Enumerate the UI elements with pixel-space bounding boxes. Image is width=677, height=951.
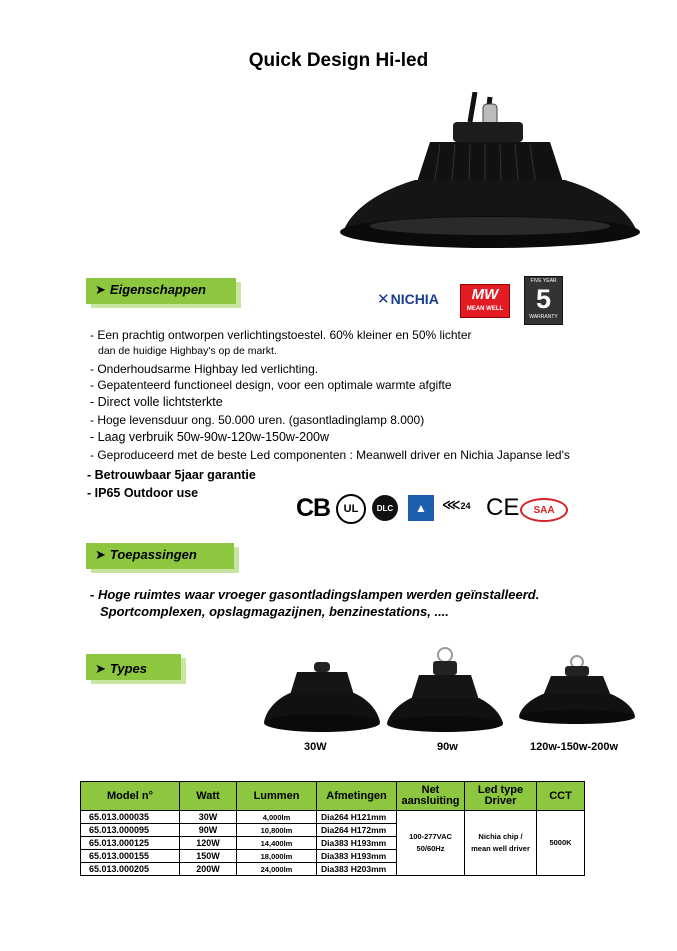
lamp-30w-image xyxy=(262,660,382,735)
table-header-row xyxy=(81,782,585,811)
driver-line: Nichia chip / xyxy=(478,832,523,841)
section-toepassingen-label: Toepassingen xyxy=(109,547,197,562)
ul-logo: UL xyxy=(336,494,366,524)
page-title: Quick Design Hi-led xyxy=(248,50,429,71)
saa-logo: SAA xyxy=(520,498,568,522)
feature-item: - Betrouwbaar 5jaar garantie xyxy=(87,468,256,482)
nichia-mark-icon: ✕ xyxy=(377,291,390,308)
arrow-icon: ➤ xyxy=(95,282,106,297)
feature-item: dan de huidige Highbay's op de markt. xyxy=(98,345,277,357)
lumen-cell: 14,400lm xyxy=(237,837,317,850)
feature-item: - Geproduceerd met de beste Led componenten : Meanwell driver en Nichia Japanse led's xyxy=(90,448,570,462)
model-cell: 65.013.000155 xyxy=(81,850,180,863)
model-cell: 65.013.000035 xyxy=(81,811,180,824)
feature-item: - Een prachtig ontworpen verlichtingstoestel. 60% kleiner en 50% lichter xyxy=(90,328,472,342)
driver-line: mean well driver xyxy=(471,844,530,853)
table-header: Watt xyxy=(180,782,237,811)
tuv-logo-icon: ▲ xyxy=(408,495,434,521)
hero-lamp-image xyxy=(335,92,645,252)
type-caption: 30W xyxy=(304,741,327,753)
driver-cell xyxy=(465,811,537,876)
lamp-200w-image xyxy=(515,650,635,730)
c-tick-icon: ⋘ xyxy=(442,497,461,512)
feature-item: - Direct volle lichtsterkte xyxy=(90,395,223,409)
model-cell: 65.013.000205 xyxy=(81,863,180,876)
dimension-cell: Dia383 H203mm xyxy=(317,863,397,876)
table-header: Led type Driver xyxy=(465,782,537,811)
dimension-cell: Dia383 H193mm xyxy=(317,850,397,863)
feature-item: - Hoge levensduur ong. 50.000 uren. (gasontladinglamp 8.000) xyxy=(90,413,425,427)
type-caption: 90w xyxy=(437,741,458,753)
section-eigenschappen-label: Eigenschappen xyxy=(109,282,206,297)
lamp-90w-image xyxy=(385,645,505,735)
feature-item: - IP65 Outdoor use xyxy=(87,486,199,500)
cb-logo: CB xyxy=(296,494,331,522)
arrow-icon: ➤ xyxy=(95,661,106,676)
table-header: Afmetingen xyxy=(317,782,397,811)
type-caption: 120w-150w-200w xyxy=(530,741,619,753)
feature-item: - Onderhoudsarme Highbay led verlichting. xyxy=(90,362,319,376)
c-tick-number: 24 xyxy=(460,501,471,511)
meanwell-logo-mark: MW xyxy=(471,286,499,303)
spec-table xyxy=(80,781,585,876)
feature-item: - Laag verbruik 50w-90w-120w-150w-200w xyxy=(90,430,330,444)
table-header: Lummen xyxy=(237,782,317,811)
watt-cell: 90W xyxy=(180,824,237,837)
lumen-cell: 24,000lm xyxy=(237,863,317,876)
application-item: - Hoge ruimtes waar vroeger gasontladingslampen werden geïnstalleerd. xyxy=(90,587,540,602)
feature-item: - Gepatenteerd functioneel design, voor een optimale warmte afgifte xyxy=(90,378,452,392)
warranty-badge xyxy=(524,276,563,325)
lumen-cell: 18,000lm xyxy=(237,850,317,863)
table-row xyxy=(81,811,585,824)
section-types xyxy=(86,654,181,680)
c-tick-logo xyxy=(442,497,471,513)
warranty-badge-bottom: WARRANTY xyxy=(529,314,558,320)
application-item: Sportcomplexen, opslagmagazijnen, benzinestations, .... xyxy=(100,604,449,619)
lumen-cell: 4,000lm xyxy=(237,811,317,824)
section-eigenschappen xyxy=(86,278,236,304)
nichia-logo-text: NICHIA xyxy=(390,291,439,307)
lumen-cell: 10,800lm xyxy=(237,824,317,837)
meanwell-logo xyxy=(460,284,510,318)
section-toepassingen xyxy=(86,543,234,569)
cct-cell: 5000K xyxy=(537,811,585,876)
meanwell-logo-text: MEAN WELL xyxy=(466,306,504,312)
table-header: Model n° xyxy=(81,782,180,811)
watt-cell: 30W xyxy=(180,811,237,824)
net-line: 50/60Hz xyxy=(416,844,445,853)
dimension-cell: Dia264 H121mm xyxy=(317,811,397,824)
warranty-badge-number: 5 xyxy=(535,284,552,314)
dimension-cell: Dia383 H193mm xyxy=(317,837,397,850)
net-line: 100-277VAC xyxy=(409,832,452,841)
table-header: CCT xyxy=(537,782,585,811)
section-types-label: Types xyxy=(109,661,147,676)
net-cell xyxy=(397,811,465,876)
table-header: Net aansluiting xyxy=(397,782,465,811)
ce-logo: CE xyxy=(486,494,520,521)
watt-cell: 150W xyxy=(180,850,237,863)
dlc-logo: DLC xyxy=(372,495,398,521)
nichia-logo xyxy=(377,290,439,308)
dimension-cell: Dia264 H172mm xyxy=(317,824,397,837)
model-cell: 65.013.000125 xyxy=(81,837,180,850)
watt-cell: 200W xyxy=(180,863,237,876)
arrow-icon: ➤ xyxy=(95,547,106,562)
warranty-badge-top: FIVE YEAR xyxy=(530,278,557,284)
model-cell: 65.013.000095 xyxy=(81,824,180,837)
watt-cell: 120W xyxy=(180,837,237,850)
